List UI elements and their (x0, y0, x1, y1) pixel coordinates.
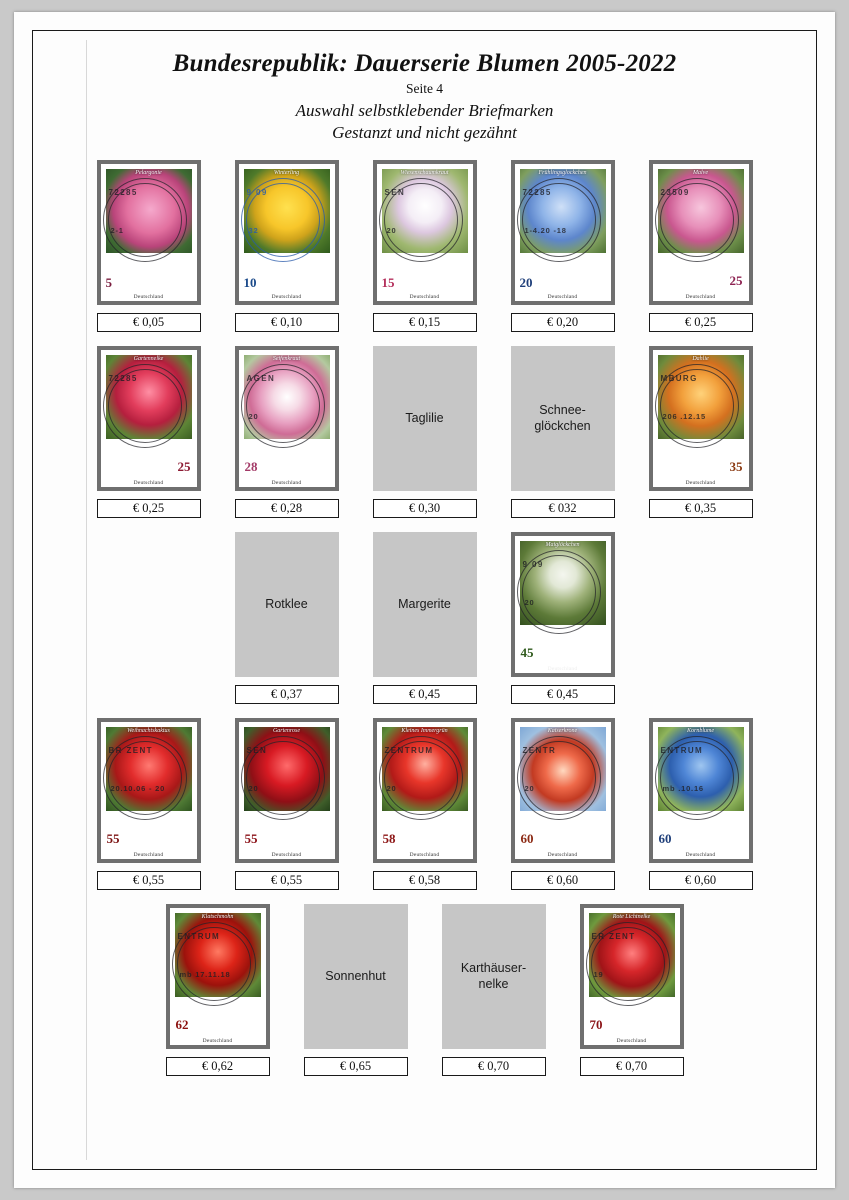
mounted-stamp-crown-imperial[interactable] (511, 718, 615, 863)
stamp-cell (501, 160, 625, 332)
empty-stamp-cell (294, 904, 418, 1076)
price-label: € 0,05 (97, 313, 201, 332)
stamp-country: Deutschland (409, 852, 440, 858)
postmark-text-primary: 9 09 (246, 188, 268, 197)
price-label: € 0,45 (373, 685, 477, 704)
stamp-artwork (382, 169, 468, 253)
stamp-artwork (658, 727, 744, 811)
stamp-flower-name: Gartenrose (272, 728, 301, 734)
stamp-denomination: 25 (729, 273, 743, 288)
stamp-row (58, 160, 791, 332)
stamp-country: Deutschland (202, 1038, 233, 1044)
stamp-flower-name: Maiglöckchen (545, 542, 580, 548)
stamp-denomination: 60 (658, 831, 672, 846)
stamp-flower-name: Kornblume (687, 728, 714, 734)
price-label: € 0,30 (373, 499, 477, 518)
stamp-artwork (244, 169, 330, 253)
price-label: € 032 (511, 499, 615, 518)
stamp-artwork (589, 913, 675, 997)
stamp (239, 722, 335, 859)
stamp-flower-name: Malve (693, 170, 708, 176)
postmark-text-primary: BR ZENT (108, 746, 153, 755)
stamp-country: Deutschland (271, 294, 302, 300)
empty-slot-rotklee[interactable] (235, 532, 339, 677)
price-label: € 0,37 (235, 685, 339, 704)
stamp (377, 722, 473, 859)
stamp-country: Deutschland (271, 852, 302, 858)
empty-slot-taglilie[interactable] (373, 346, 477, 491)
postmark-text-secondary: 20 (386, 784, 397, 793)
mounted-stamp-blue-bellflower[interactable] (511, 160, 615, 305)
postmark-text-primary: ER ZENT (591, 932, 636, 941)
mounted-stamp-pink-geranium[interactable] (97, 160, 201, 305)
postmark-text-secondary: 20 (524, 598, 535, 607)
mounted-stamp-red-christmas-cactus[interactable] (97, 718, 201, 863)
stamp-country: Deutschland (685, 294, 716, 300)
stamp (584, 908, 680, 1045)
postmark-text-secondary: 32 (248, 226, 259, 235)
stamp-cell (639, 718, 763, 890)
stamp-denomination: 35 (729, 459, 743, 474)
stamp-denomination: 70 (589, 1017, 603, 1032)
stamp-cell (156, 904, 280, 1076)
stamp-artwork (520, 541, 606, 625)
stamp (101, 722, 197, 859)
stamp-cell (639, 160, 763, 332)
mounted-stamp-red-campion[interactable] (580, 904, 684, 1049)
postmark-text-primary: 72285 (108, 188, 138, 197)
stamp-denomination: 55 (106, 831, 120, 846)
stamp-artwork (244, 727, 330, 811)
postmark-text-primary: ZENTR (522, 746, 557, 755)
mounted-stamp-lily-of-the-valley[interactable] (511, 532, 615, 677)
stamp-cell (363, 718, 487, 890)
stamp-country: Deutschland (547, 666, 578, 672)
postmark-text-secondary: mb .10.16 (662, 784, 704, 793)
empty-slot-sonnenhut[interactable] (304, 904, 408, 1049)
price-label: € 0,60 (649, 871, 753, 890)
stamp-country: Deutschland (133, 852, 164, 858)
stamp-flower-name: Dahlie (692, 356, 709, 362)
postmark-text-primary: AGEN (246, 374, 276, 383)
stamp-flower-name: Seifenkraut (272, 356, 301, 362)
stamp (515, 722, 611, 859)
empty-stamp-cell (363, 532, 487, 704)
stamp-cell (363, 160, 487, 332)
postmark-text-primary: 9 09 (522, 560, 544, 569)
price-label: € 0,55 (235, 871, 339, 890)
stamp-flower-name: Kaiserkrone (547, 728, 578, 734)
stamp-flower-name: Rote Lichtnelke (612, 914, 651, 920)
stamp-artwork (520, 727, 606, 811)
stamp-cell (87, 718, 211, 890)
page-subtitle-2: Gestanzt und nicht gezähnt (332, 123, 517, 142)
stamp-cell (87, 346, 211, 518)
stamp-denomination: 62 (175, 1017, 189, 1032)
stamp-flower-name: Pelargonie (135, 170, 162, 176)
stamp-flower-name: Wiesenschaumkraut (400, 170, 449, 176)
postmark-text-secondary: 19 (593, 970, 604, 979)
price-label: € 0,45 (511, 685, 615, 704)
empty-slot-karth-user-nelke[interactable] (442, 904, 546, 1049)
stamp-denomination: 58 (382, 831, 396, 846)
page-number-label: Seite 4 (405, 81, 444, 96)
postmark-text-secondary: 20 (386, 226, 397, 235)
stamp (170, 908, 266, 1045)
stamp-flower-name: Kleines Immergrün (401, 728, 448, 734)
flower-name-label: Taglilie (405, 410, 444, 425)
stamp (377, 164, 473, 301)
price-label: € 0,20 (511, 313, 615, 332)
stamp-cell (570, 904, 694, 1076)
mounted-stamp-pink-mallow[interactable] (649, 160, 753, 305)
stamp-country: Deutschland (133, 294, 164, 300)
stamp-denomination: 28 (244, 459, 258, 474)
stamp (239, 350, 335, 487)
postmark-text-secondary: 2-1 (110, 226, 124, 235)
postmark-text-primary: 72285 (108, 374, 138, 383)
postmark-text-secondary: 20 (524, 784, 535, 793)
stamp-country: Deutschland (685, 480, 716, 486)
stamp-artwork (244, 355, 330, 439)
stamp-row (58, 904, 791, 1076)
price-label: € 0,25 (97, 499, 201, 518)
stamp-country: Deutschland (409, 294, 440, 300)
stamp-artwork (175, 913, 261, 997)
postmark-text-secondary: 206 .12.15 (662, 412, 706, 421)
mounted-stamp-yellow-winter-aconite[interactable] (235, 160, 339, 305)
album-page (14, 12, 835, 1188)
price-label: € 0,55 (97, 871, 201, 890)
empty-stamp-cell (225, 532, 349, 704)
stamp (101, 350, 197, 487)
postmark-text-primary: 23509 (660, 188, 690, 197)
stamp-denomination: 5 (105, 275, 112, 290)
stamp-country: Deutschland (685, 852, 716, 858)
postmark-text-primary: ENTRUM (177, 932, 221, 941)
flower-name-label: Schnee- glöckchen (534, 402, 591, 433)
stamp-flower-name: Winterling (273, 170, 300, 176)
stamp-flower-name: Frühlingsglockchen (538, 170, 587, 176)
page-content (58, 40, 791, 1160)
stamp-country: Deutschland (616, 1038, 647, 1044)
stamp (239, 164, 335, 301)
postmark-text-secondary: 20 (248, 784, 259, 793)
stamp-artwork (106, 169, 192, 253)
price-label: € 0,58 (373, 871, 477, 890)
stamp-row (58, 346, 791, 518)
price-label: € 0,25 (649, 313, 753, 332)
page-header (58, 40, 791, 143)
postmark-text-primary: SEN (384, 188, 406, 197)
stamp-denomination: 60 (520, 831, 534, 846)
stamp-denomination: 25 (177, 459, 191, 474)
stamp-country: Deutschland (133, 480, 164, 486)
postmark-text-secondary: 20.10.06 - 20 (110, 784, 166, 793)
flower-name-label: Margerite (398, 596, 451, 611)
stamp (515, 536, 611, 673)
stamp-artwork (382, 727, 468, 811)
empty-stamp-cell (432, 904, 556, 1076)
stamp-row (58, 718, 791, 890)
stamp (515, 164, 611, 301)
price-label: € 0,15 (373, 313, 477, 332)
mounted-stamp-orange-dahlia[interactable] (649, 346, 753, 491)
stamp-cell (225, 160, 349, 332)
mounted-stamp-pink-soapwort[interactable] (235, 346, 339, 491)
flower-name-label: Karthäuser- nelke (460, 960, 527, 991)
empty-slot-margerite[interactable] (373, 532, 477, 677)
price-label: € 0,62 (166, 1057, 270, 1076)
page-subtitle-1: Auswahl selbstklebender Briefmarken (295, 101, 554, 120)
mounted-stamp-blue-cornflower[interactable] (649, 718, 753, 863)
empty-stamp-cell (501, 346, 625, 518)
stamp-denomination: 15 (381, 275, 395, 290)
flower-name-label: Sonnenhut (325, 968, 386, 983)
stamp-country: Deutschland (547, 852, 578, 858)
stamp-flower-name: Klatschmohn (201, 914, 234, 920)
mounted-stamp-red-rose[interactable] (235, 718, 339, 863)
stamp-artwork (658, 355, 744, 439)
postmark-text-primary: SEN (246, 746, 268, 755)
price-label: € 0,70 (580, 1057, 684, 1076)
stamp-artwork (658, 169, 744, 253)
postmark-text-secondary: mb 17.11.18 (179, 970, 231, 979)
price-label: € 0,10 (235, 313, 339, 332)
postmark-text-secondary: 20 (248, 412, 259, 421)
stamp-cell (501, 718, 625, 890)
price-label: € 0,60 (511, 871, 615, 890)
stamp (653, 350, 749, 487)
stamp-artwork (520, 169, 606, 253)
flower-name-label: Rotklee (265, 596, 308, 611)
mounted-stamp-red-tulip[interactable] (373, 718, 477, 863)
stamp-country: Deutschland (271, 480, 302, 486)
stamp-cell (87, 160, 211, 332)
stamp-cell (501, 532, 625, 704)
mounted-stamp-red-poppy[interactable] (166, 904, 270, 1049)
page-title: Bundesrepublik: Dauerserie Blumen 2005-2022 (172, 50, 677, 77)
price-label: € 0,28 (235, 499, 339, 518)
postmark-text-secondary: 1-4.20 -18 (524, 226, 567, 235)
empty-stamp-cell (363, 346, 487, 518)
stamp-cell (225, 346, 349, 518)
stamp-grid (58, 160, 791, 1090)
stamp-artwork (106, 355, 192, 439)
stamp-denomination: 20 (519, 275, 533, 290)
postmark-text-primary: ZENTRUM (384, 746, 434, 755)
stamp-cell (639, 346, 763, 518)
stamp (653, 164, 749, 301)
stamp-flower-name: Weihnachtskaktus (127, 728, 170, 734)
stamp-cell (225, 718, 349, 890)
mounted-stamp-red-carnation[interactable] (97, 346, 201, 491)
postmark-text-primary: ENTRUM (660, 746, 704, 755)
empty-slot-schnee-gl-ckchen[interactable] (511, 346, 615, 491)
stamp-denomination: 55 (244, 831, 258, 846)
stamp (101, 164, 197, 301)
stamp-flower-name: Gartennelke (133, 356, 164, 362)
stamp-artwork (106, 727, 192, 811)
postmark-text-primary: 72285 (522, 188, 552, 197)
stamp-denomination: 45 (520, 645, 534, 660)
postmark-text-primary: MBURG (660, 374, 698, 383)
stamp-country: Deutschland (547, 294, 578, 300)
stamp-row (58, 532, 791, 704)
stamp (653, 722, 749, 859)
price-label: € 0,35 (649, 499, 753, 518)
mounted-stamp-white-cuckoo-flower[interactable] (373, 160, 477, 305)
stamp-denomination: 10 (243, 275, 257, 290)
price-label: € 0,70 (442, 1057, 546, 1076)
price-label: € 0,65 (304, 1057, 408, 1076)
